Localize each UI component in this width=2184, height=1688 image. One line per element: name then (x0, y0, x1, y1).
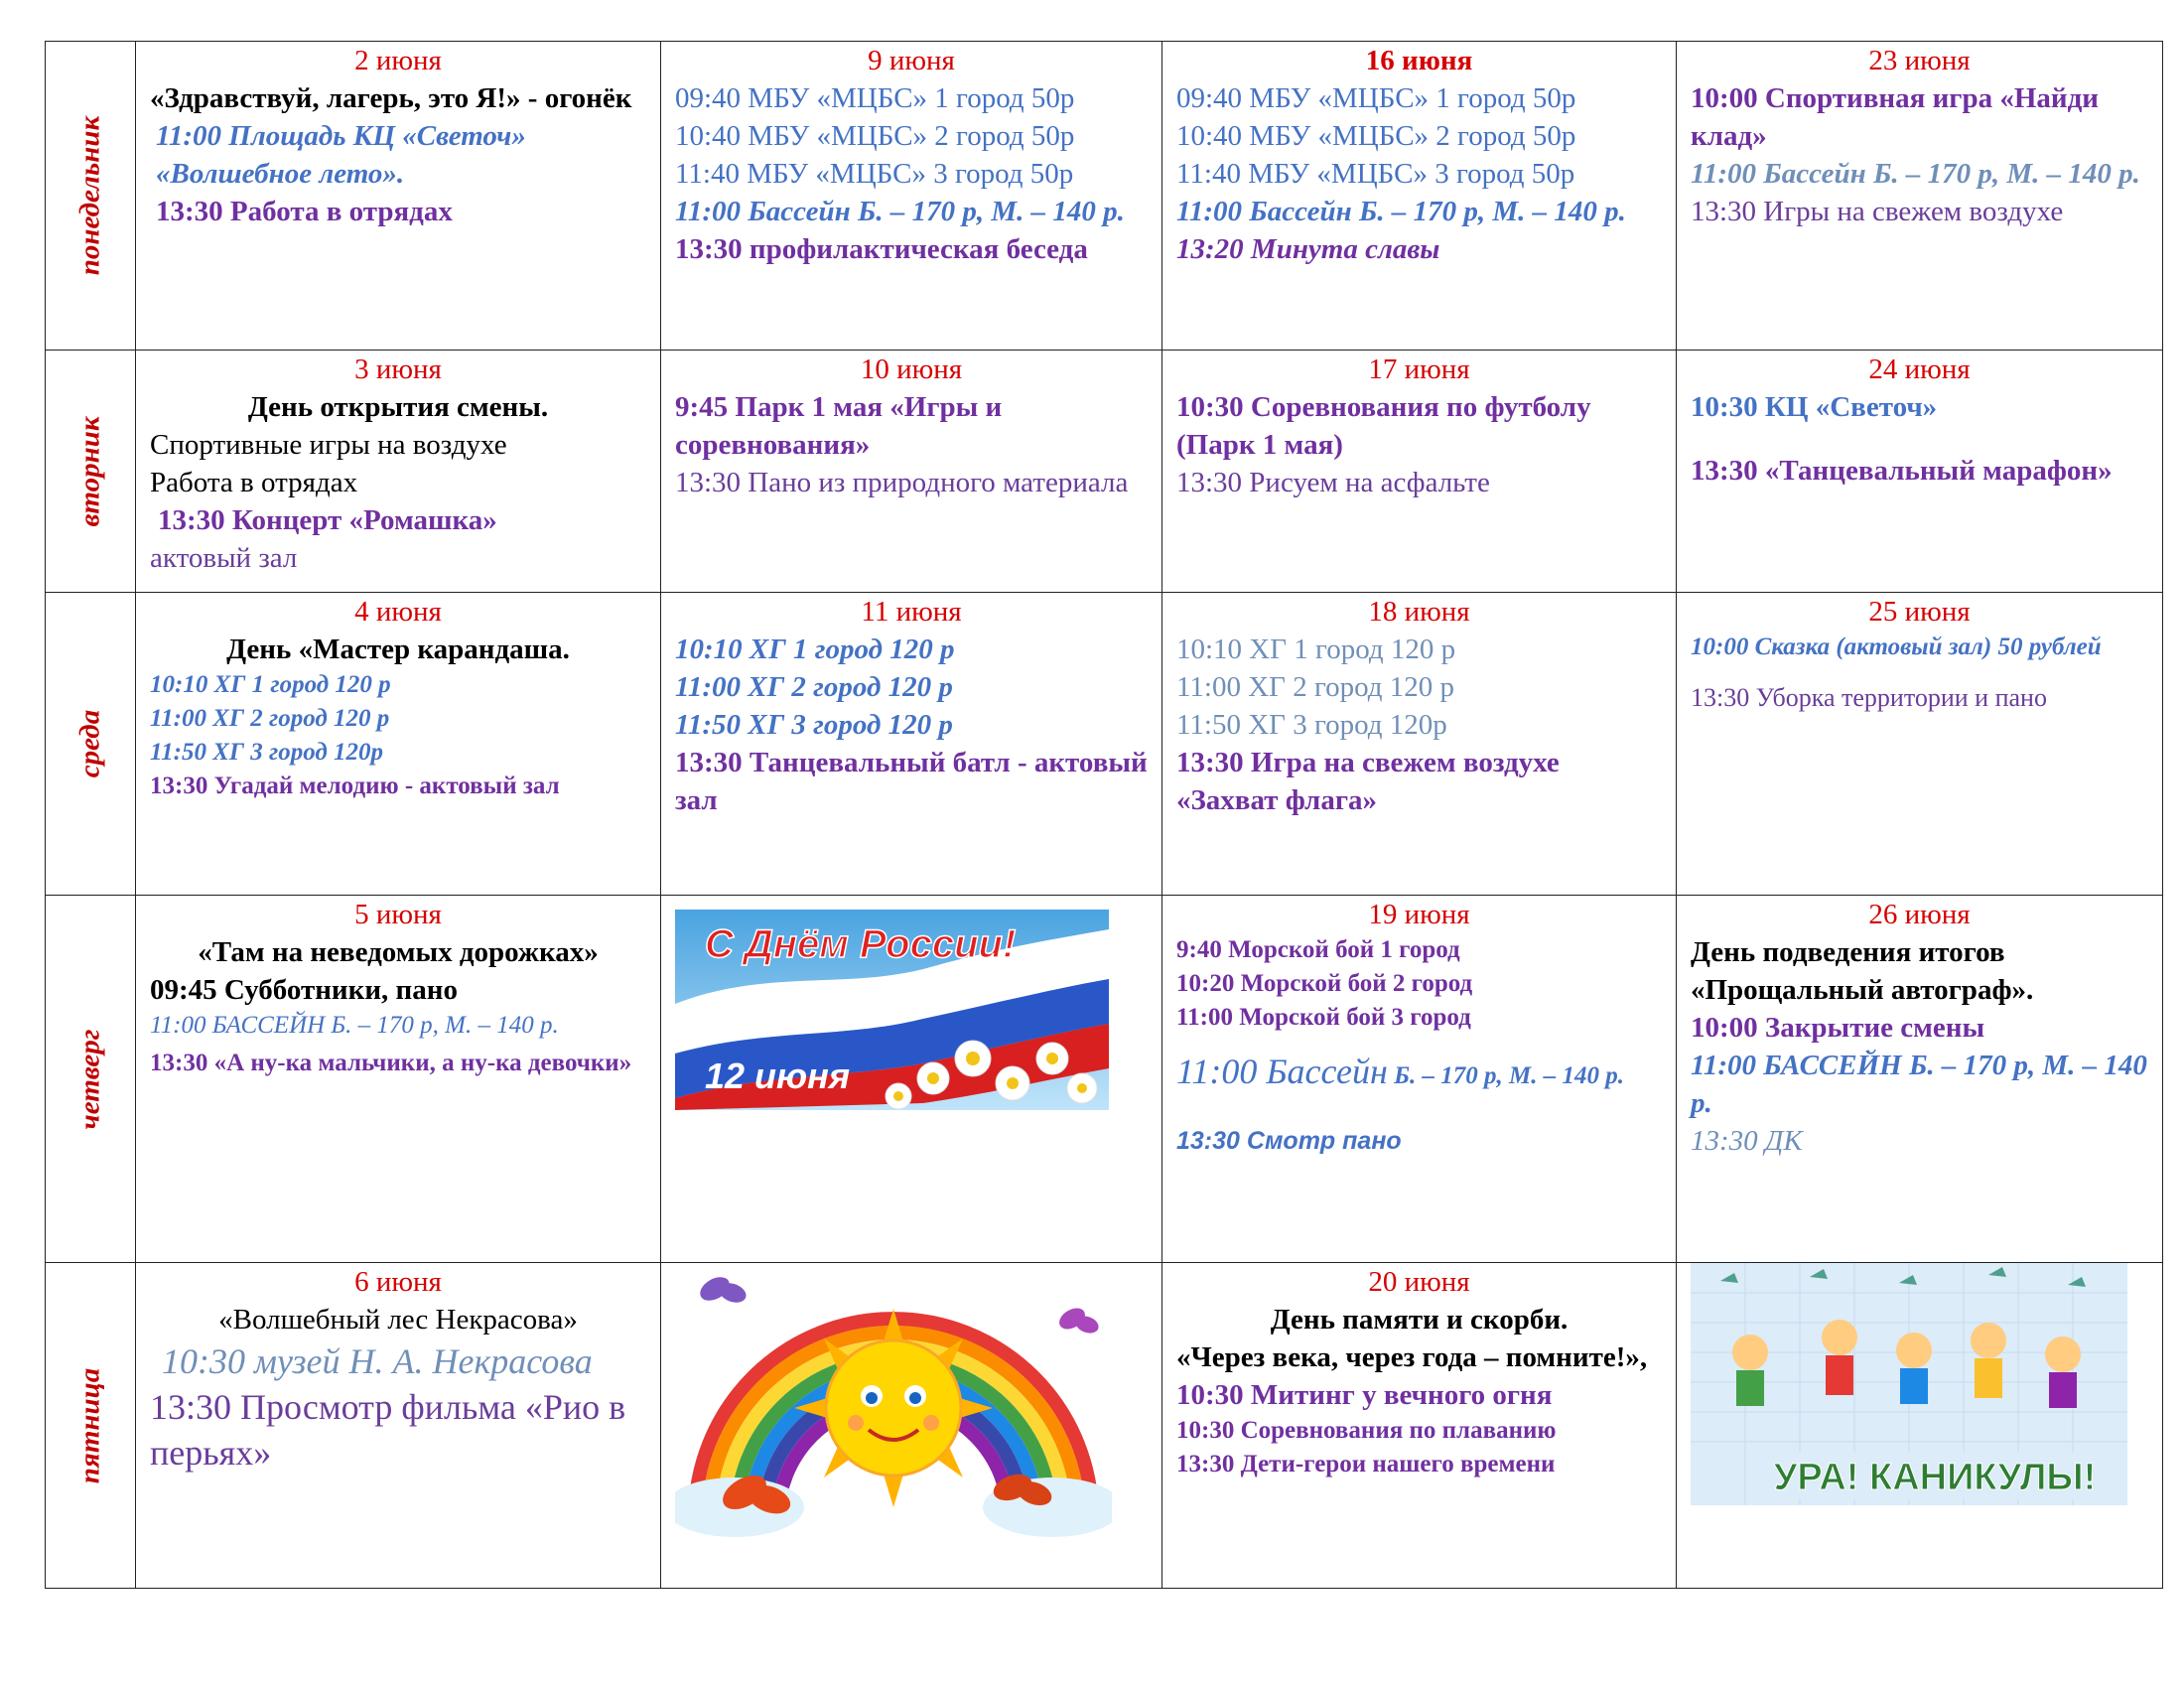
event-line: 13:30 «Танцевальный марафон» (1691, 455, 2113, 487)
event-line: 13:30 Смотр пано (1176, 1127, 1402, 1155)
event-line: 13:30 Дети-герои нашего времени (1176, 1451, 1556, 1477)
cell-june-3 (136, 351, 661, 593)
event-title: «Волшебный лес Некрасова» (218, 1304, 578, 1336)
date-label: 4 июня (354, 596, 442, 628)
event-title: День «Мастер карандаша. (226, 633, 570, 665)
cell-june-17 (1162, 351, 1677, 593)
event-line: 10:30 Соревнования по плаванию (1176, 1417, 1557, 1444)
day-cell-tuesday (46, 351, 136, 593)
day-cell-monday (46, 42, 136, 351)
date-label: 10 июня (860, 353, 963, 385)
cell-june-10 (661, 351, 1162, 593)
event-line: 9:40 Морской бой 1 город (1176, 936, 1460, 963)
event-line: 13:30 Угадай мелодию - актовый зал (150, 773, 560, 799)
event-line (1176, 1049, 1662, 1098)
cell-june-11 (661, 593, 1162, 896)
event-line: 13:30 Концерт «Ромашка» (158, 504, 497, 536)
event-line: 10:10 ХГ 1 город 120 р (150, 671, 391, 698)
day-label-friday: пятница (73, 1367, 106, 1483)
day-label-thursday: четверг (73, 1029, 106, 1129)
holidays-image (1691, 1263, 2127, 1505)
event-line: 13:30 Танцевальный батл - актовый зал (675, 747, 1148, 816)
event-line: 11:00 Бассейн Б. – 170 р, М. – 140 р. (1176, 196, 1626, 227)
date-label: 17 июня (1368, 353, 1470, 385)
cell-june-4 (136, 593, 661, 896)
date-label: 24 июня (1868, 353, 1971, 385)
event-line: Спортивные игры на воздухе (150, 429, 507, 461)
event-line: 10:00 Сказка (актовый зал) 50 рублей (1691, 633, 2102, 660)
cell-june-24 (1677, 351, 2163, 593)
cell-june-18 (1162, 593, 1677, 896)
cell-holidays-image (1677, 1263, 2163, 1589)
cell-june-26 (1677, 896, 2163, 1263)
cell-sun-rainbow-image (661, 1263, 1162, 1589)
event-line: 10:40 МБУ «МЦБС» 2 город 50р (675, 120, 1075, 152)
event-line: 09:45 Субботники, пано (150, 974, 458, 1006)
event-title: День подведения итогов «Прощальный автограф». (1691, 936, 2034, 1006)
event-line: 09:40 МБУ «МЦБС» 1 город 50р (1176, 82, 1576, 114)
event-line: 13:20 Минута славы (1176, 233, 1440, 265)
event-line: 13:30 Рисуем на асфальте (1176, 467, 1490, 498)
event-line: 13:30 ДК (1691, 1125, 1803, 1157)
event-line: 09:40 МБУ «МЦБС» 1 город 50р (675, 82, 1075, 114)
row-wednesday (46, 593, 2163, 896)
row-thursday (46, 896, 2163, 1263)
russia-day-date: 12 июня (705, 1055, 851, 1096)
row-tuesday (46, 351, 2163, 593)
event-title: День памяти и скорби. (1270, 1304, 1569, 1336)
event-line: 11:00 Бассейн Б. – 170 р, М. – 140 р. (1691, 158, 2140, 190)
cell-june-5 (136, 896, 661, 1263)
day-cell-wednesday (46, 593, 136, 896)
event-line: 11:50 ХГ 3 город 120р (1176, 709, 1447, 741)
russia-day-title: С Днём России! (705, 922, 1017, 966)
event-line: 10:10 ХГ 1 город 120 р (675, 633, 955, 665)
event-line: 11:00 ХГ 2 город 120 р (1176, 671, 1455, 703)
cell-june-19 (1162, 896, 1677, 1263)
event-line: 11:00 Морской бой 3 город (1176, 1004, 1471, 1031)
date-label: 25 июня (1868, 596, 1971, 628)
cell-russia-day-image (661, 896, 1162, 1263)
row-monday (46, 42, 2163, 351)
date-label: 16 июня (1365, 45, 1473, 76)
event-line: 10:30 КЦ «Светоч» (1691, 391, 1938, 423)
cell-june-9 (661, 42, 1162, 351)
day-label-tuesday: вторник (73, 415, 106, 527)
schedule-table (45, 41, 2163, 1589)
day-cell-thursday (46, 896, 136, 1263)
date-label: 6 июня (354, 1266, 442, 1298)
pool-time: 11:00 Бассейн (1176, 1052, 1388, 1091)
event-line: 11:50 ХГ 3 город 120р (150, 739, 384, 766)
cell-june-25 (1677, 593, 2163, 896)
day-label-wednesday: среда (73, 709, 106, 778)
event-title: «Здравствуй, лагерь, это Я!» - огонёк (150, 82, 632, 114)
event-line: 11:00 ХГ 2 город 120 р (150, 705, 390, 732)
pool-price: Б. – 170 р, М. – 140 р. (1387, 1062, 1624, 1089)
event-line: 11:00 ХГ 2 город 120 р (675, 671, 953, 703)
event-line: 13:30 Пано из природного материала (675, 467, 1129, 498)
event-line: актовый зал (150, 542, 298, 574)
event-line: 10:00 Спортивная игра «Найди клад» (1691, 82, 2099, 152)
event-line: 11:00 БАССЕЙН Б. – 170 р, М. – 140 р. (1691, 1050, 2147, 1119)
cell-june-2 (136, 42, 661, 351)
cell-june-20 (1162, 1263, 1677, 1589)
day-cell-friday (46, 1263, 136, 1589)
event-line: 10:40 МБУ «МЦБС» 2 город 50р (1176, 120, 1576, 152)
date-label: 23 июня (1868, 45, 1971, 76)
day-label-monday: понедельник (73, 115, 106, 276)
date-label: 9 июня (868, 45, 955, 76)
date-label: 3 июня (354, 353, 442, 385)
event-line: 10:30 музей Н. А. Некрасова (162, 1341, 593, 1381)
russia-day-image (675, 910, 1109, 1110)
event-line: 11:00 БАССЕЙН Б. – 170 р, М. – 140 р. (150, 1012, 559, 1039)
event-line: 13:30 Игры на свежем воздухе (1691, 196, 2064, 227)
event-line: 13:30 Работа в отрядах (156, 196, 453, 227)
event-line: 11:40 МБУ «МЦБС» 3 город 50р (675, 158, 1074, 190)
event-title: День открытия смены. (247, 391, 549, 423)
event-line: 13:30 «А ну-ка мальчики, а ну-ка девочки» (150, 1050, 632, 1076)
date-label: 2 июня (354, 45, 442, 76)
event-line: 10:10 ХГ 1 город 120 р (1176, 633, 1456, 665)
event-line: 10:00 Закрытие смены (1691, 1012, 1985, 1044)
event-line: 11:50 ХГ 3 город 120 р (675, 709, 953, 741)
date-label: 18 июня (1368, 596, 1470, 628)
cell-june-6 (136, 1263, 661, 1589)
date-label: 19 июня (1368, 899, 1470, 930)
event-line: 11:00 Площадь КЦ «Светоч» «Волшебное лето». (156, 120, 526, 190)
event-line: 9:45 Парк 1 мая «Игры и соревнования» (675, 391, 1003, 461)
event-line: Работа в отрядах (150, 467, 358, 498)
date-label: 26 июня (1868, 899, 1971, 930)
event-line: 13:30 профилактическая беседа (675, 233, 1088, 265)
cell-june-23 (1677, 42, 2163, 351)
row-friday (46, 1263, 2163, 1589)
event-title: «Там на неведомых дорожках» (198, 936, 599, 968)
event-line: 13:30 Просмотр фильма «Рио в перьях» (150, 1387, 626, 1473)
event-line: 10:30 Митинг у вечного огня (1176, 1379, 1553, 1411)
sun-rainbow-image (675, 1269, 1112, 1537)
event-line: 11:40 МБУ «МЦБС» 3 город 50р (1176, 158, 1575, 190)
date-label: 11 июня (861, 596, 962, 628)
cell-june-16 (1162, 42, 1677, 351)
event-line: 13:30 Уборка территории и пано (1691, 683, 2047, 712)
event-line: «Через века, через года – помните!», (1176, 1341, 1648, 1373)
holidays-text: УРА! КАНИКУЛЫ! (1773, 1457, 2097, 1498)
event-line: 10:20 Морской бой 2 город (1176, 970, 1473, 997)
event-line: 11:00 Бассейн Б. – 170 р, М. – 140 р. (675, 196, 1125, 227)
date-label: 5 июня (354, 899, 442, 930)
date-label: 20 июня (1368, 1266, 1470, 1298)
event-line: 13:30 Игра на свежем воздухе «Захват флага» (1176, 747, 1560, 816)
event-line: 10:30 Соревнования по футболу (Парк 1 мая) (1176, 391, 1591, 461)
